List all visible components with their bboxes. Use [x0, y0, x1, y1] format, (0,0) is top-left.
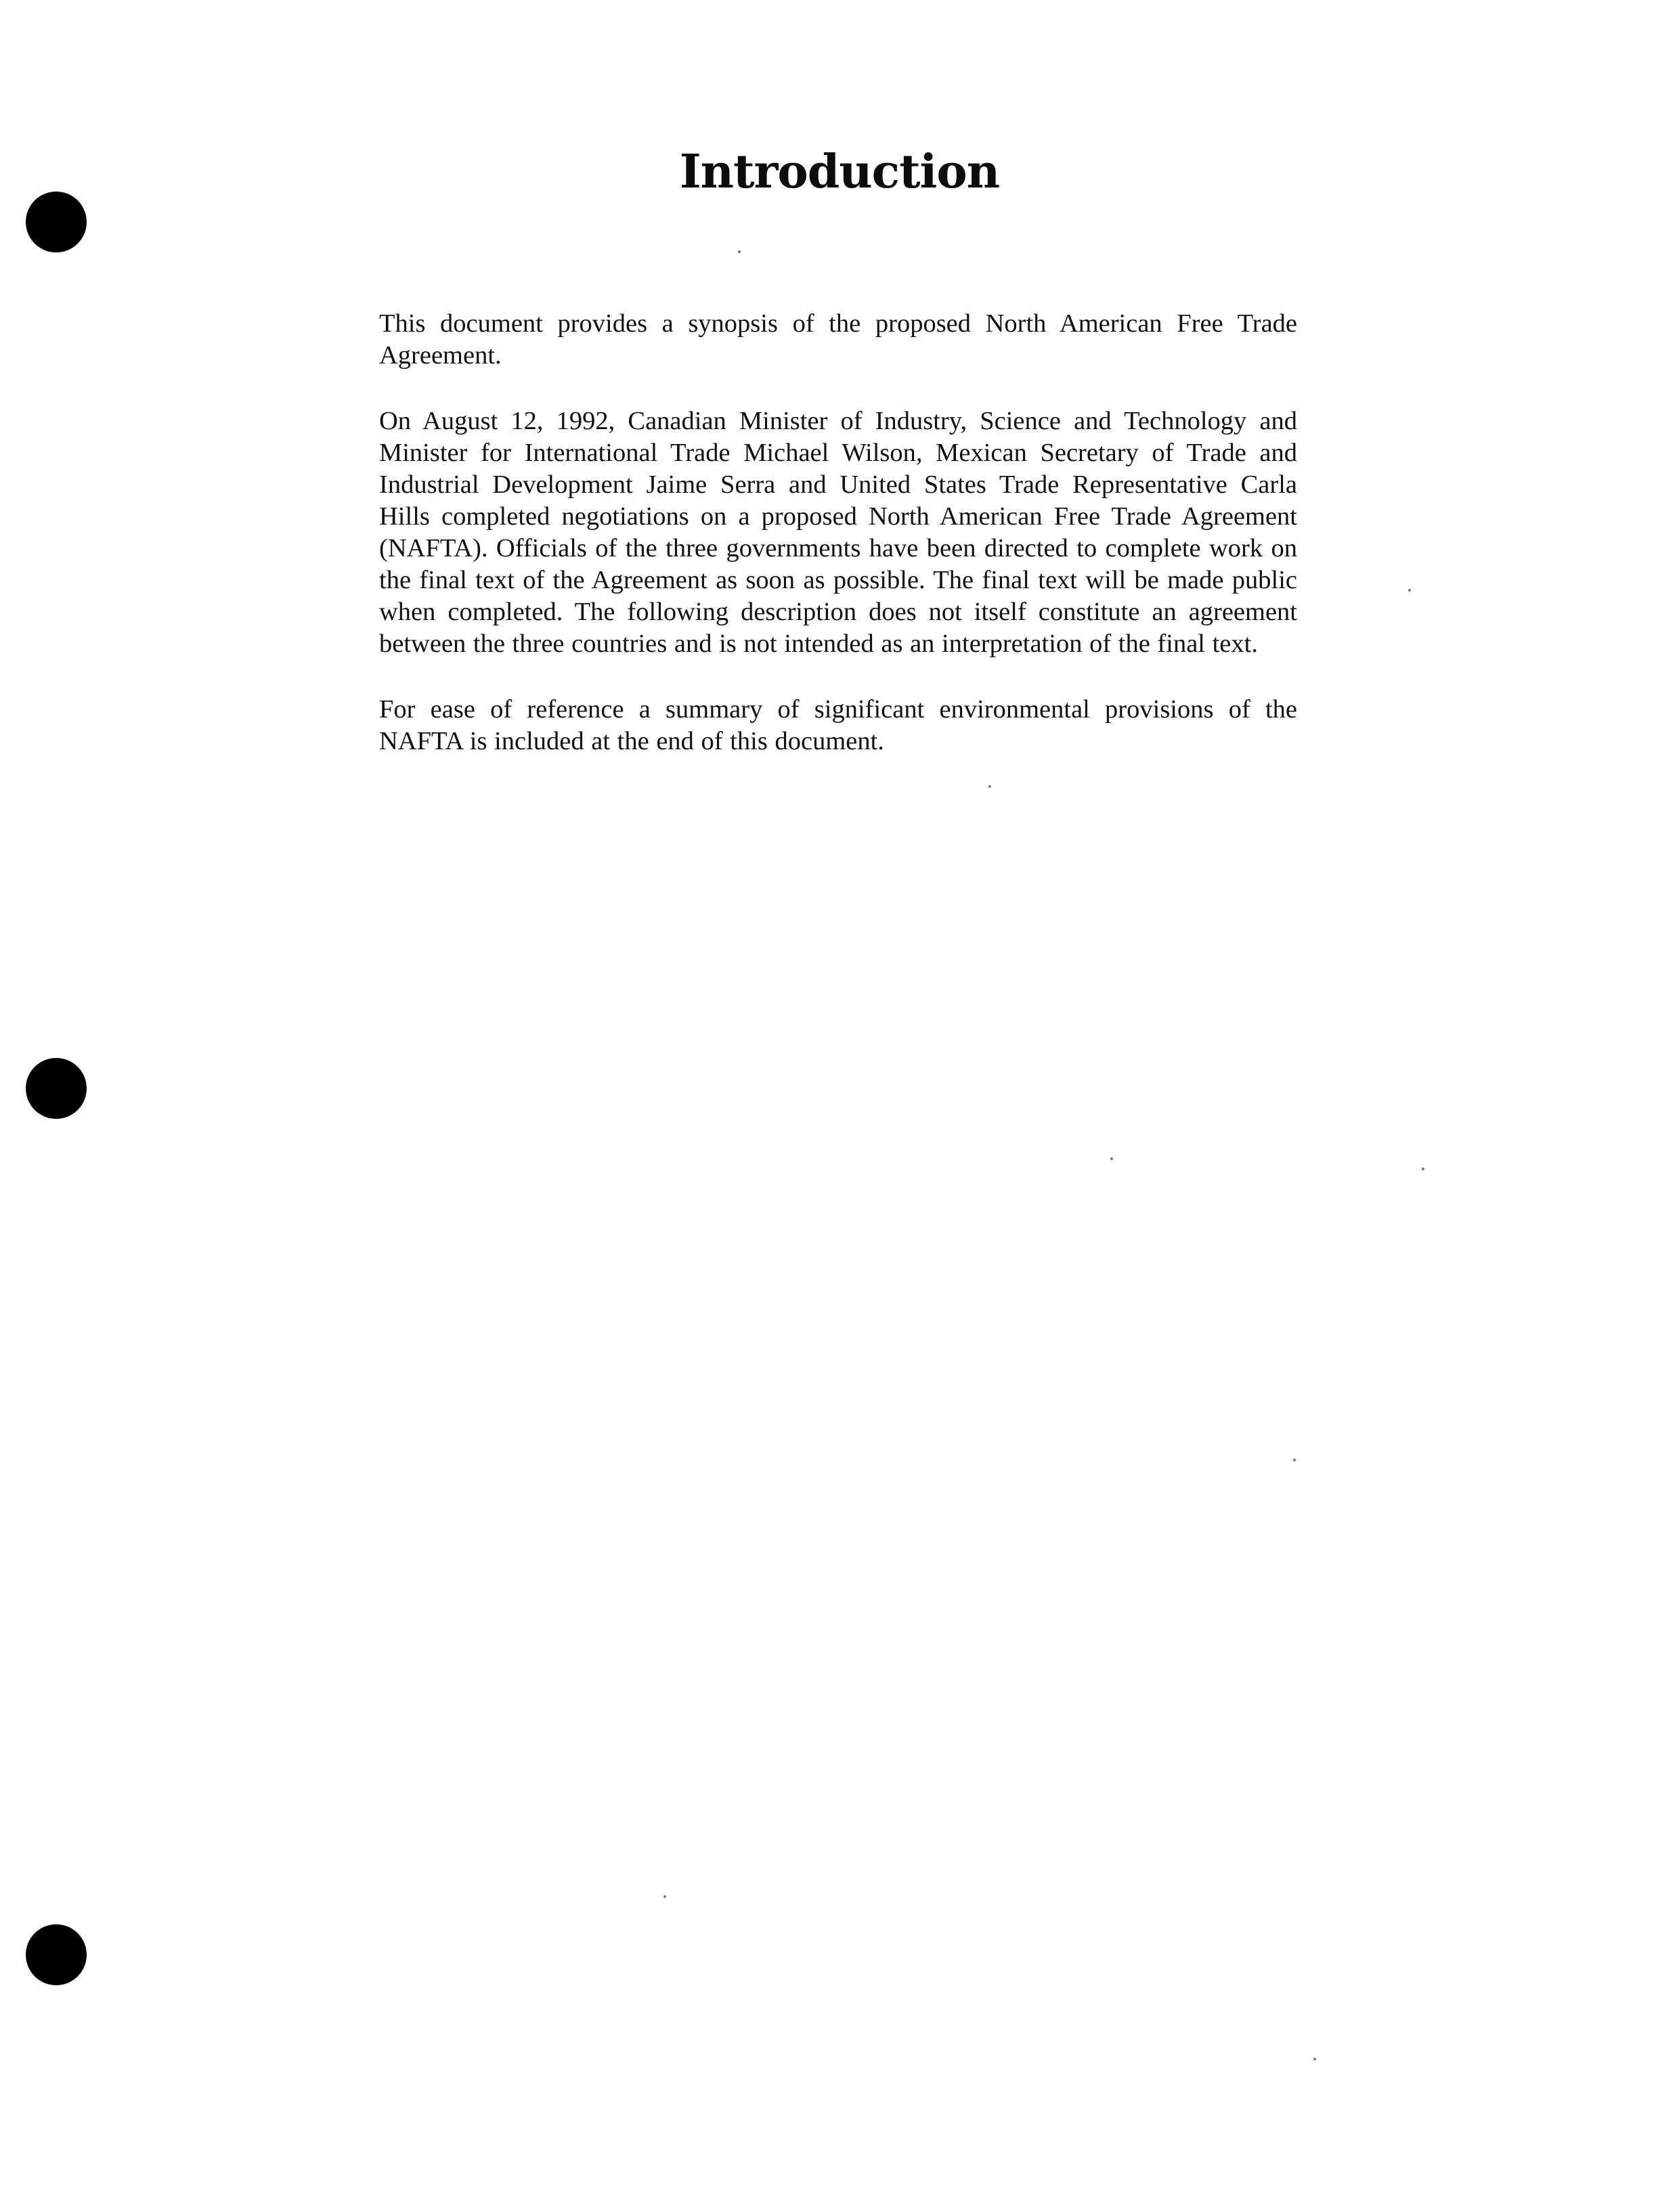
scan-speck: [738, 250, 741, 253]
scan-speck: [1110, 1157, 1113, 1160]
scan-speck: [1408, 589, 1411, 592]
scan-speck: [1313, 2058, 1316, 2060]
paragraph-negotiations: On August 12, 1992, Canadian Minister of Industry, Science and Technology and Minister for International Trade Michael Wilson, Mexican Secretary of Trade and Industrial Development Jaime Serra and United States Trade Representative Carla Hills completed negotiations on a proposed North American Free Trade Agreement (NAFTA). Officials of the three governments have been directed to complete work on the final text of the Agreement as soon as possible. The final text will be made public when completed. The following description does not itself constitute an agreement between the three countries and is not intended as an interpretation of the final text.: [379, 407, 1297, 658]
scan-speck: [988, 785, 991, 788]
body-text: [379, 308, 1297, 791]
punch-hole-middle: [26, 1058, 87, 1119]
punch-hole-top: [26, 192, 87, 252]
page-title: Introduction: [679, 145, 1000, 199]
scan-speck: [663, 1895, 666, 1898]
scan-speck: [1293, 1459, 1296, 1461]
paragraph-environmental-summary: For ease of reference a summary of significant environmental provisions of the NAFTA is included at the end of this document.: [379, 695, 1297, 755]
scan-speck: [1422, 1168, 1424, 1170]
paragraph-synopsis: This document provides a synopsis of the proposed North American Free Trade Agreement.: [379, 309, 1297, 370]
punch-hole-bottom: [26, 1924, 87, 1985]
